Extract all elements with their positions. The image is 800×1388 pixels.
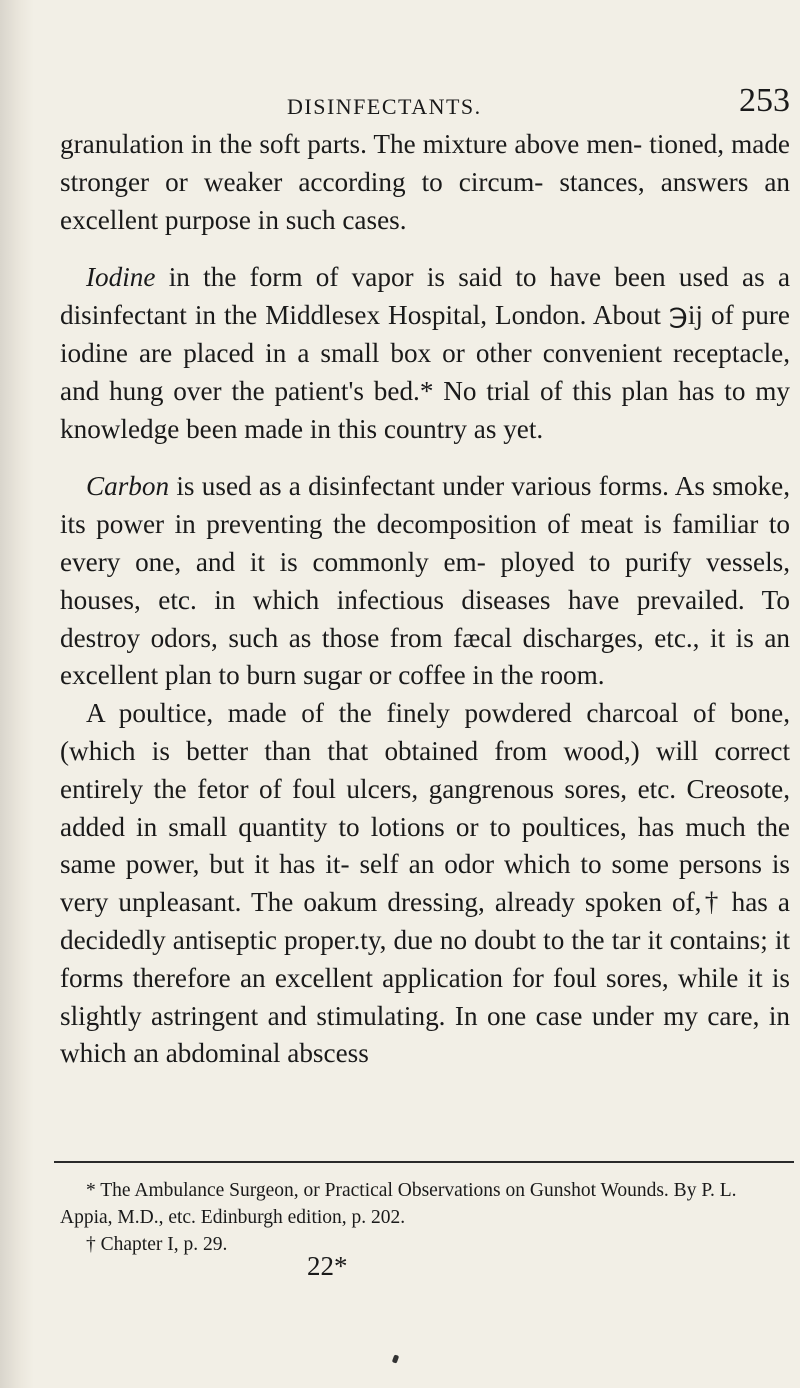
footnote-rule (54, 1161, 794, 1163)
body-text (60, 126, 790, 1073)
paragraph-poultice: A poultice, made of the finely powdered charcoal of bone, (which is better than that obtained from wood,) will correct entirely the fetor of foul ulcers, gangrenous sores, etc. Creosote, added in small quantity to lotions or to poultices, has much the same power, but it has it- self an odor which to some persons is very unpleasant. The oakum dressing, already spoken of,† has a decidedly antiseptic proper.ty, due no doubt to the tar it contains; it forms therefore an excellent application for foul sores, while it is slightly astringent and stimulating. In one case under my care, in which an abdominal abscess (60, 698, 790, 1069)
paragraph-iodine: Iodine in the form of vapor is said to have been used as a disinfectant in the Middlesex Hospital, London. About ℈ij of pure iodine are placed in a small box or other convenient receptacle, and hung over the patient's bed.* No trial of this plan has to my knowledge been made in this country as yet. (60, 262, 791, 444)
paragraph-granulation: granulation in the soft parts. The mixture above men- tioned, made stronger or weaker according to circum- stances, answers an excellent purpose in such cases. (60, 129, 790, 235)
page-number: 253 (739, 82, 790, 119)
signature-mark: 22* (307, 1251, 348, 1281)
page-header (60, 82, 790, 126)
ink-speck (392, 1354, 399, 1363)
paragraph-carbon: Carbon is used as a disinfectant under various forms. As smoke, its power in preventing the decomposition of meat is familiar to every one, and it is commonly em- ployed to purify vessels, houses, etc. in which infectious diseases have prevailed. To destroy odors, such as those from fæcal discharges, etc., it is an excellent plan to burn sugar or coffee in the room. (60, 471, 791, 691)
page-gutter-shadow (0, 0, 34, 1388)
term-iodine: Iodine (86, 262, 156, 293)
term-carbon: Carbon (86, 471, 170, 502)
running-head: DISINFECTANTS. (287, 94, 482, 119)
footnote-1: * The Ambulance Surgeon, or Practical Observations on Gunshot Wounds. By P. L. Appia, M.D., etc. Edinburgh edition, p. 202. (60, 1180, 737, 1228)
footnotes (60, 1177, 790, 1258)
footnote-2: † Chapter I, p. 29. (86, 1234, 228, 1255)
